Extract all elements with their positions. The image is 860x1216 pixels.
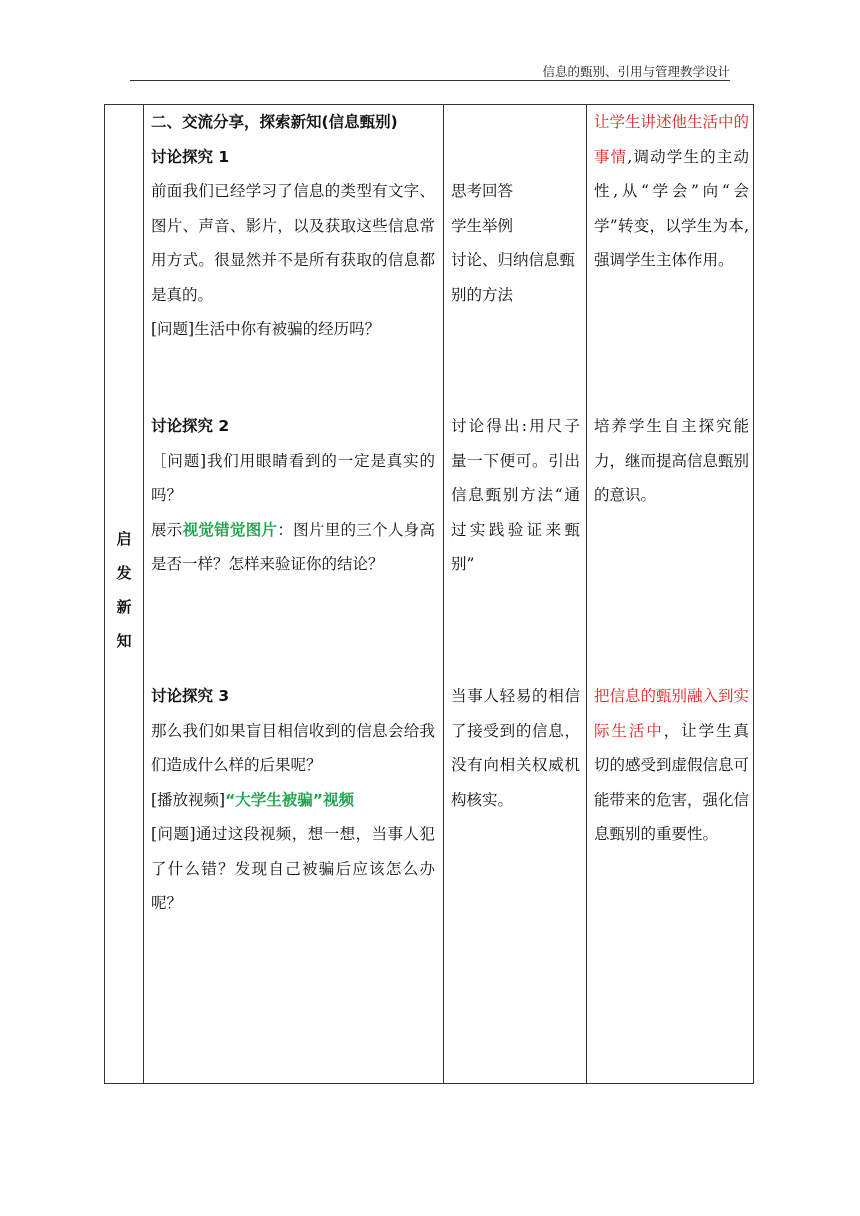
section-1-question: [问题]生活中你有被骗的经历吗？ <box>151 320 381 338</box>
stage-char: 知 <box>116 632 132 650</box>
video-title: “大学生被骗”视频 <box>225 790 354 809</box>
show-prefix: 展示 <box>151 520 183 539</box>
student-activity-column <box>443 105 587 1083</box>
header-rule <box>130 80 730 81</box>
stage-char: 发 <box>116 564 132 582</box>
section-2-intent: 培养学生自主探究能力，继而提高信息甄别的意识。 <box>594 417 750 504</box>
section-heading: 二、交流分享，探索新知(信息甄别) <box>151 113 398 131</box>
section-3-teacher <box>151 679 435 921</box>
section-2-show <box>151 513 435 582</box>
intent-highlight: 让学生讲述他生活中的事情 <box>594 113 750 166</box>
intent-text: ,调动学生的主动性,从“学会”向“会学”转变，以学生为本,强调学生主体作用。 <box>594 147 749 269</box>
discussion-title-3: 讨论探究 3 <box>151 687 230 705</box>
teacher-activity-column <box>143 105 444 1083</box>
section-1-paragraph: 前面我们已经学习了信息的类型有文字、图片、声音、影片，以及获取这些信息常用方式。很显然并不是所有获取的信息都是真的。 <box>151 182 435 304</box>
illusion-image-link: 视觉错觉图片 <box>182 520 278 539</box>
student-item: 思考回答 <box>451 182 514 200</box>
student-item: 讨论、归纳信息甄别的方法 <box>451 251 576 304</box>
stage-column <box>105 105 144 1083</box>
section-1-teacher <box>151 105 435 347</box>
discussion-title-1: 讨论探究 1 <box>151 147 230 166</box>
section-3-paragraph: 那么我们如果盲目相信收到的信息会给我们造成什么样的后果呢？ <box>151 721 435 774</box>
discussion-title-2: 讨论探究 2 <box>151 417 230 435</box>
intent-highlight: 把信息的甄别融入到实际生活中 <box>594 687 750 740</box>
intent-text: ，让学生真切的感受到虚假信息可能带来的危害，强化信息甄别的重要性。 <box>594 721 750 843</box>
student-item: 学生举例 <box>451 216 514 235</box>
show-rest: ：图片里的三个人身高是否一样？怎样来验证你的结论？ <box>151 520 435 573</box>
section-2-student: 讨论得出:用尺子量一下便可。引出信息甄别方法“通过实践验证来甄别” <box>451 417 580 573</box>
section-2-teacher <box>151 409 435 582</box>
stage-char: 启 <box>116 530 132 548</box>
section-2-question: ［问题]我们用眼睛看到的一定是真实的吗？ <box>151 451 435 504</box>
section-3-student: 当事人轻易的相信了接受到的信息，没有向相关权威机构核实。 <box>451 687 580 809</box>
lesson-table <box>104 104 754 1084</box>
section-3-intent <box>594 679 749 852</box>
stage-label <box>105 522 143 658</box>
stage-char: 新 <box>116 598 132 616</box>
section-3-play <box>151 783 435 818</box>
section-3-question: [问题]通过这段视频，想一想，当事人犯了什么错？发现自己被骗后应该怎么办呢？ <box>151 825 435 912</box>
section-1-student <box>451 174 580 312</box>
design-intent-column <box>586 105 755 1083</box>
play-prefix: [播放视频] <box>151 790 226 809</box>
document-header-title: 信息的甄别、引用与管理教学设计 <box>542 64 730 79</box>
section-1-intent <box>594 105 749 278</box>
